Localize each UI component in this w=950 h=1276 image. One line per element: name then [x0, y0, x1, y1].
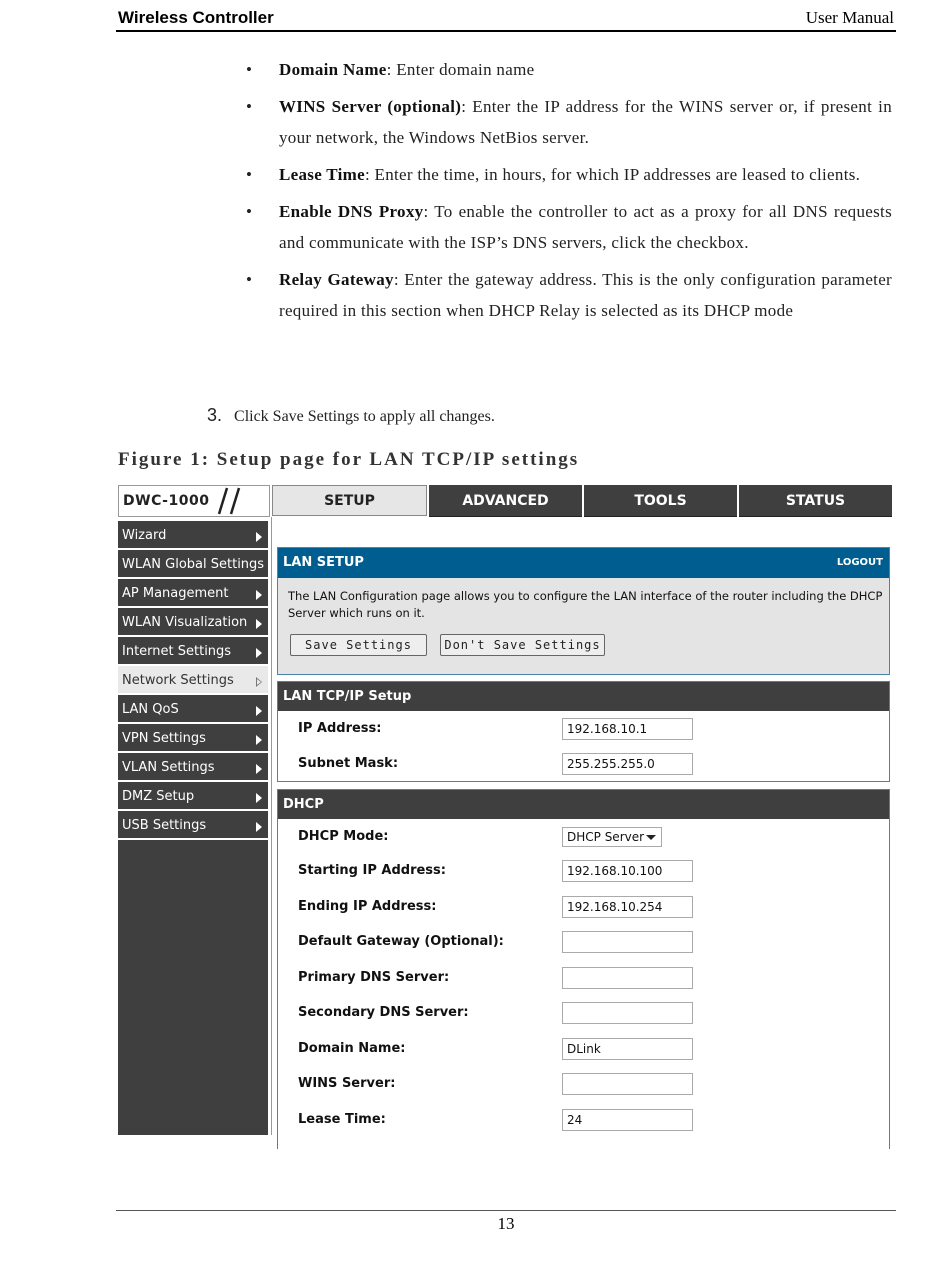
field-label: Starting IP Address: — [298, 863, 446, 878]
field-label: Lease Time: — [298, 1112, 386, 1127]
logout-link[interactable]: LOGOUT — [836, 557, 883, 568]
form-row — [278, 1002, 889, 1026]
dhcp-mode-select[interactable] — [562, 827, 662, 847]
sidebar-item-label: Internet Settings — [122, 644, 232, 659]
list-item — [244, 91, 892, 153]
sidebar-item-dmz-setup[interactable] — [118, 782, 268, 811]
bullet-text: : To enable the controller to act as a proxy for all DNS requests and communicate with the ISP’s DNS servers, click the checkbox. — [279, 202, 892, 252]
arrow-right-icon — [256, 590, 262, 600]
arrow-right-icon — [256, 822, 262, 832]
sidebar-item-lan-qos[interactable] — [118, 695, 268, 724]
section-title: LAN TCP/IP Setup — [278, 682, 889, 711]
sidebar-item-vpn-settings[interactable] — [118, 724, 268, 753]
step-3 — [207, 405, 495, 426]
wins-server-input[interactable] — [562, 1073, 693, 1095]
top-tabs — [270, 485, 892, 517]
section-title: DHCP — [278, 790, 889, 819]
form-row — [278, 1073, 889, 1097]
sidebar-item-internet-settings[interactable] — [118, 637, 268, 666]
form-row — [278, 896, 889, 920]
logo — [118, 485, 270, 517]
tab-setup[interactable]: SETUP — [272, 485, 427, 516]
sidebar-item-label: DMZ Setup — [122, 789, 195, 804]
field-label: Default Gateway (Optional): — [298, 934, 504, 949]
domain-name-input[interactable]: DLink — [562, 1038, 693, 1060]
figure-caption: Figure 1: Setup page for LAN TCP/IP settings — [118, 449, 580, 470]
default-gateway-input[interactable] — [562, 931, 693, 953]
tab-advanced[interactable]: ADVANCED — [429, 485, 582, 517]
sidebar-item-wlan-visualization[interactable] — [118, 608, 268, 637]
page-number: 13 — [497, 1214, 515, 1233]
select-value: DHCP Server — [567, 830, 645, 844]
form-row — [278, 931, 889, 955]
field-label: Primary DNS Server: — [298, 970, 450, 985]
header-title: Wireless Controller — [118, 8, 274, 27]
arrow-right-icon — [256, 619, 262, 629]
primary-dns-input[interactable] — [562, 967, 693, 989]
sidebar-item-label: Wizard — [122, 528, 167, 543]
field-label: Subnet Mask: — [298, 756, 399, 771]
list-item — [244, 159, 892, 190]
lan-setup-description: The LAN Configuration page allows you to configure the LAN interface of the router including the DHCP Server which runs on it. — [288, 589, 883, 620]
form-row — [278, 718, 889, 742]
list-item — [244, 54, 892, 85]
arrow-right-icon — [256, 764, 262, 774]
sidebar-item-label: WLAN Visualization — [122, 615, 248, 630]
page-header — [116, 6, 896, 32]
bullet-list — [244, 54, 892, 332]
field-label: Secondary DNS Server: — [298, 1005, 469, 1020]
arrow-right-icon — [256, 706, 262, 716]
sidebar-item-label: Network Settings — [122, 673, 234, 688]
bullet-text: : Enter the gateway address. This is the only configuration parameter required in this section when DHCP Relay is selected as its DHCP mode — [279, 270, 893, 320]
lan-setup-panel — [277, 547, 890, 675]
router-screenshot — [118, 485, 892, 1135]
tab-tools[interactable]: TOOLS — [584, 485, 737, 517]
form-row — [278, 1109, 889, 1133]
ip-address-input[interactable]: 192.168.10.1 — [562, 718, 693, 740]
lan-tcpip-section — [277, 681, 890, 782]
bullet-term: Relay Gateway — [279, 270, 394, 289]
sidebar-item-label: USB Settings — [122, 818, 207, 833]
bullet-term: WINS Server (optional) — [279, 97, 462, 116]
footer-divider — [116, 1210, 896, 1211]
logo-slashes-icon — [215, 486, 243, 516]
logo-text: DWC-1000 — [123, 493, 210, 509]
dont-save-settings-button[interactable]: Don't Save Settings — [440, 634, 605, 656]
sidebar-item-label: VPN Settings — [122, 731, 206, 746]
sidebar-item-label: LAN QoS — [122, 702, 179, 717]
dhcp-section — [277, 789, 890, 1149]
save-settings-button[interactable]: Save Settings — [290, 634, 427, 656]
header-manual: User Manual — [805, 8, 894, 27]
sidebar-item-network-settings[interactable] — [118, 666, 268, 695]
field-label: Ending IP Address: — [298, 899, 437, 914]
subnet-mask-input[interactable]: 255.255.255.0 — [562, 753, 693, 775]
arrow-right-icon — [256, 735, 262, 745]
field-label: Domain Name: — [298, 1041, 406, 1056]
sidebar-item-label: VLAN Settings — [122, 760, 215, 775]
secondary-dns-input[interactable] — [562, 1002, 693, 1024]
field-label: IP Address: — [298, 721, 382, 736]
list-item — [244, 264, 892, 326]
sidebar-item-usb-settings[interactable] — [118, 811, 268, 840]
ending-ip-input[interactable]: 192.168.10.254 — [562, 896, 693, 918]
sidebar-item-ap-management[interactable] — [118, 579, 268, 608]
sidebar-item-wlan-global-settings[interactable] — [118, 550, 268, 579]
starting-ip-input[interactable]: 192.168.10.100 — [562, 860, 693, 882]
form-row — [278, 753, 889, 777]
sidebar-item-wizard[interactable] — [118, 521, 268, 550]
chevron-down-icon — [646, 835, 656, 840]
sidebar — [118, 517, 268, 1135]
arrow-right-icon — [256, 532, 262, 542]
list-item — [244, 196, 892, 258]
form-row — [278, 967, 889, 991]
bullet-term: Enable DNS Proxy — [279, 202, 424, 221]
form-row — [278, 860, 889, 884]
sidebar-item-label: AP Management — [122, 586, 229, 601]
step-number: 3. — [207, 405, 223, 425]
field-label: WINS Server: — [298, 1076, 396, 1091]
bullet-term: Lease Time — [279, 165, 365, 184]
arrow-right-outline-icon — [256, 677, 262, 687]
tab-status[interactable]: STATUS — [739, 485, 892, 517]
form-row — [278, 826, 889, 850]
lan-setup-header — [278, 548, 889, 578]
bullet-text: : Enter the IP address for the WINS server or, if present in your network, the Windows NetBios server. — [279, 97, 893, 147]
form-row — [278, 1038, 889, 1062]
bullet-term: Domain Name — [279, 60, 387, 79]
main-content — [271, 517, 892, 1135]
field-label: DHCP Mode: — [298, 829, 389, 844]
sidebar-item-label: WLAN Global Settings — [122, 557, 265, 572]
lease-time-input[interactable]: 24 — [562, 1109, 693, 1131]
step-text: Click Save Settings to apply all changes. — [234, 408, 495, 425]
lan-setup-title: LAN SETUP — [283, 555, 364, 570]
bullet-text: : Enter the time, in hours, for which IP addresses are leased to clients. — [364, 165, 861, 184]
arrow-right-icon — [256, 648, 262, 658]
sidebar-item-vlan-settings[interactable] — [118, 753, 268, 782]
bullet-text: : Enter domain name — [386, 60, 535, 79]
arrow-right-icon — [256, 793, 262, 803]
